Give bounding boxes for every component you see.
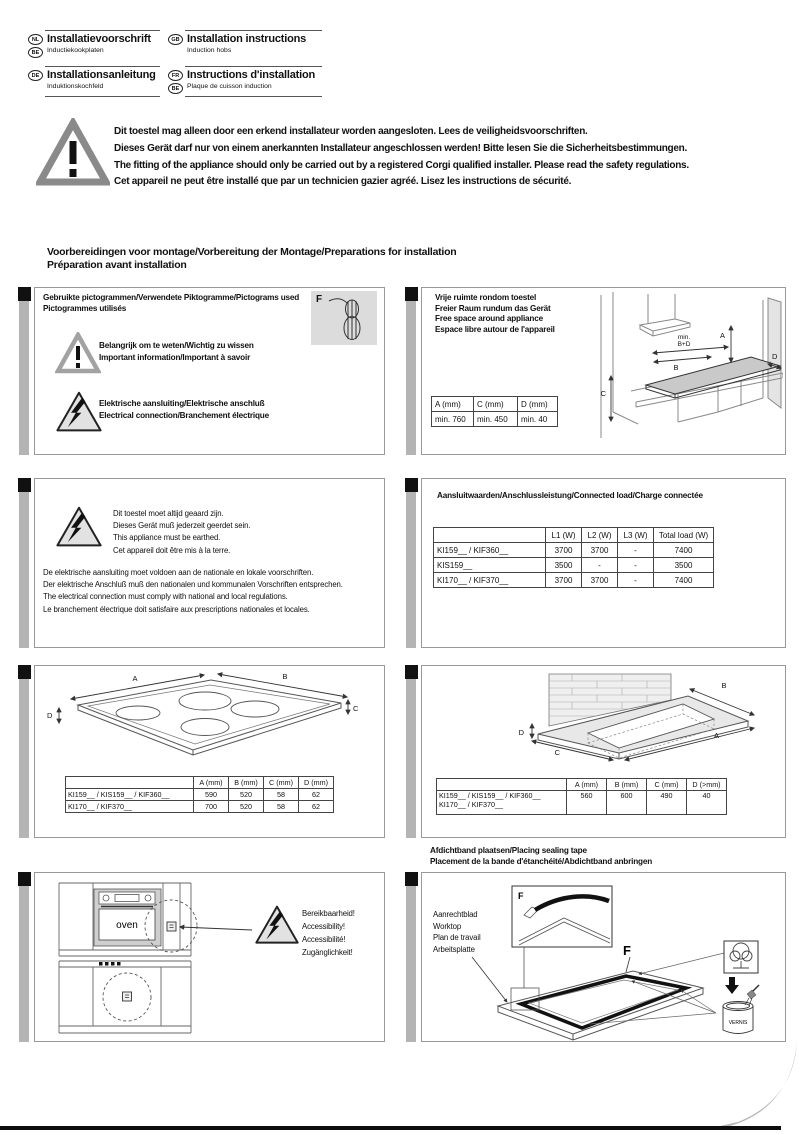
electrical-connection-icon [55, 390, 103, 434]
worktop-label [433, 909, 481, 955]
table-header-cell: L3 (W) [618, 528, 654, 543]
regulations-line: Der elektrische Anschluß muß den nationalen und kommunalen Vorschriften entsprechen. [43, 580, 343, 590]
table-header-cell: A (mm) [567, 779, 607, 791]
main-f-label: F [623, 943, 631, 958]
dim-label-a: A [719, 331, 725, 340]
earthing-line: Dieses Gerät muß jederzeit geerdet sein. [113, 521, 251, 531]
heading-line: Afdichtband plaatsen/Placing sealing tape [430, 846, 587, 855]
panel-title-line: Vrije ruimte rondom toestel [435, 293, 537, 302]
regulations-line: Le branchement électrique doit satisfaire aux prescriptions nationales et locales. [43, 604, 310, 614]
table-cell: 40 [687, 791, 727, 815]
table-cell: 3700 [582, 543, 618, 558]
connected-load-table [433, 527, 714, 588]
lang-block-fr [168, 66, 322, 97]
table-cell: 590 [194, 789, 229, 801]
cutout-diagram [432, 668, 772, 776]
model-cell: KI170__ / KIF370__ [434, 573, 546, 588]
regulations-text [43, 567, 343, 616]
model-cell: KI170__ / KIF370__ [66, 801, 194, 813]
section-heading [47, 246, 456, 271]
panel-side-strip [406, 679, 416, 838]
accessibility-line: Zugänglichkeit! [302, 948, 353, 957]
safety-line-fr: Cet appareil ne peut être installé que par un technicien gazier agréé. Lisez les instructions de sécurité. [114, 176, 572, 188]
sealing-tape-diagram [422, 873, 785, 1041]
pictogram-line: Important information/Important à savoir [99, 352, 251, 362]
table-row [66, 789, 334, 801]
table-row [432, 412, 558, 427]
regulations-line: De elektrische aansluiting moet voldoen aan de nationale en lokale voorschriften. [43, 568, 314, 577]
dim-label-d: D [47, 711, 53, 720]
panel-side-strip [406, 492, 416, 648]
socket-accessibility-diagram [43, 877, 258, 1037]
lang-text [185, 66, 322, 97]
accessibility-line: Accessibilité! [302, 935, 346, 944]
table-cell: 3700 [546, 573, 582, 588]
table-cell: min. 450 [474, 412, 518, 427]
worktop-label-line: Arbeitsplatte [433, 944, 475, 954]
dim-label-d: D [772, 352, 778, 361]
panel-title-line: Free space around appliance [435, 314, 543, 323]
doc-title-fr: Instructions d'installation [187, 69, 316, 81]
dim-label-a: A [714, 731, 720, 740]
doc-title-gb: Installation instructions [187, 33, 307, 45]
table-row [66, 801, 334, 813]
dim-label-min: min. [677, 334, 691, 341]
country-badge-be: BE [28, 47, 43, 58]
panel-corner-mark [18, 287, 31, 301]
connected-load-panel [405, 478, 786, 648]
page-curl-graphic [698, 1040, 800, 1132]
heading-line: Placement de la bande d'étanchéité/Abdichtband anbringen [430, 857, 653, 866]
dim-label-min-bd: B+D [677, 341, 691, 348]
country-badge-fr: FR [168, 70, 183, 81]
model-cell: KIS159__ [434, 558, 546, 573]
table-cell: 7400 [654, 543, 714, 558]
lang-text [185, 30, 322, 64]
doc-subtitle-gb: Induction hobs [187, 46, 232, 54]
earthing-text [113, 508, 250, 557]
table-header-cell: C (mm) [647, 779, 687, 791]
table-header-cell: D (>mm) [687, 779, 727, 791]
panel-corner-mark [405, 665, 418, 679]
panel-corner-mark [18, 872, 31, 886]
table-cell: 3500 [654, 558, 714, 573]
table-header-cell: L2 (W) [582, 528, 618, 543]
table-row [434, 528, 714, 543]
table-row [66, 777, 334, 789]
cutout-table [436, 778, 727, 815]
table-row [437, 779, 727, 791]
worktop-cutout-panel [405, 665, 786, 838]
table-row [434, 573, 714, 588]
table-header-cell: L1 (W) [546, 528, 582, 543]
table-cell: 62 [299, 789, 334, 801]
varnish-can-label: VERNIS [728, 1020, 748, 1026]
dim-label-c: C [600, 389, 606, 398]
sealing-tape-roll-icon [327, 293, 373, 343]
panel-box [421, 872, 786, 1042]
doc-subtitle-de: Induktionskochfeld [47, 82, 104, 90]
section-heading-line: Voorbereidingen voor montage/Vorbereitung der Montage/Preparations for installation [47, 246, 457, 258]
oven-label: oven [116, 920, 138, 931]
important-info-icon [55, 332, 101, 374]
table-cell: 62 [299, 801, 334, 813]
table-header-cell: C (mm) [474, 397, 518, 412]
country-badge-nl: NL [28, 34, 43, 45]
panel-side-strip [19, 679, 29, 838]
free-space-table [431, 396, 558, 427]
table-header-cell: C (mm) [264, 777, 299, 789]
table-cell: 490 [647, 791, 687, 815]
badge-column [168, 30, 185, 64]
table-cell: 560 [567, 791, 607, 815]
hob-dimensions-diagram [43, 668, 363, 772]
doc-title-de: Installationsanleitung [47, 69, 156, 81]
table-cell: - [582, 558, 618, 573]
badge-column [168, 66, 185, 97]
worktop-label-line: Worktop [433, 921, 462, 931]
panel-corner-mark [18, 665, 31, 679]
table-header-cell: D (mm) [518, 397, 558, 412]
dim-label-b: B [673, 363, 679, 372]
model-cell [437, 791, 567, 815]
worktop-label-line: Plan de travail [433, 933, 481, 942]
dim-label-d: D [518, 728, 524, 737]
table-cell: - [618, 558, 654, 573]
safety-line-nl: Dit toestel mag alleen door een erkend installateur worden aangesloten. Lees de veiligheidsvoorschriften. [114, 126, 588, 137]
table-row [432, 397, 558, 412]
panel-title [435, 293, 555, 335]
table-row [434, 543, 714, 558]
hob-dimensions-panel [18, 665, 385, 838]
panel-corner-mark [405, 478, 418, 492]
panel-title-line: Espace libre autour de l'appareil [435, 324, 555, 334]
footer-bar [0, 1126, 781, 1130]
accessibility-line: Accessibility! [302, 922, 345, 931]
table-cell: min. 760 [432, 412, 474, 427]
table-cell: min. 40 [518, 412, 558, 427]
panel-corner-mark [405, 287, 418, 301]
pictogram-item-text [99, 398, 269, 421]
table-header-cell: B (mm) [229, 777, 264, 789]
table-header-cell [434, 528, 546, 543]
panel-box [34, 872, 385, 1042]
table-cell: 700 [194, 801, 229, 813]
lang-text [45, 66, 160, 97]
doc-subtitle-nl: Inductiekookplaten [47, 46, 104, 54]
table-header-cell: A (mm) [194, 777, 229, 789]
earthing-line: Cet appareil doit être mis à la terre. [113, 545, 231, 555]
pictogram-item-text [99, 340, 254, 363]
lang-block-nl [28, 30, 160, 64]
table-cell: 520 [229, 801, 264, 813]
accessibility-panel [18, 872, 385, 1042]
panel-box [421, 287, 786, 455]
electrical-connection-icon [254, 904, 300, 946]
table-header-cell: B (mm) [607, 779, 647, 791]
sealing-tape-thumbnail [311, 291, 377, 345]
badge-column [28, 30, 45, 64]
model-cell: KI159__ / KIS159__ / KIF360__ [66, 789, 194, 801]
dim-label-c: C [353, 704, 359, 713]
panel-box [34, 478, 385, 648]
doc-subtitle-fr: Plaque de cuisson induction [187, 82, 272, 90]
table-header-cell: Total load (W) [654, 528, 714, 543]
panel-title-line: Pictogrammes utilisés [43, 303, 127, 313]
model-cell: KI159__ / KIF360__ [434, 543, 546, 558]
model-line: KI170__ / KIF370__ [439, 800, 503, 809]
table-cell: 58 [264, 789, 299, 801]
table-cell: - [618, 573, 654, 588]
earthing-line: Dit toestel moet altijd geaard zijn. [113, 509, 224, 518]
panel-side-strip [406, 301, 416, 455]
table-row [434, 558, 714, 573]
country-badge-be: BE [168, 83, 183, 94]
warning-triangle-icon [36, 118, 110, 188]
panel-box [34, 665, 385, 838]
dim-label-a: A [132, 674, 138, 683]
language-header [28, 28, 328, 104]
panel-title-line: Gebruikte pictogrammen/Verwendete Piktogramme/Pictograms used [43, 293, 300, 302]
tape-label: F [316, 294, 323, 305]
country-badge-gb: GB [168, 34, 183, 45]
panel-box [34, 287, 385, 455]
panel-corner-mark [405, 872, 418, 886]
safety-line-en: The fitting of the appliance should only be carried out by a registered Corgi qualified installer. Please read the safety regulations. [114, 159, 689, 171]
lang-block-gb [168, 30, 322, 64]
panel-side-strip [19, 492, 29, 648]
earthing-line: This appliance must be earthed. [113, 533, 221, 543]
panel-side-strip [406, 886, 416, 1042]
table-cell: 3700 [546, 543, 582, 558]
model-line: KI159__ / KIS159__ / KIF360__ [439, 791, 541, 800]
panel-side-strip [19, 301, 29, 455]
table-header-cell [437, 779, 567, 791]
panel-title-line: Freier Raum rundum das Gerät [435, 303, 551, 313]
lang-text [45, 30, 160, 64]
table-cell: - [618, 543, 654, 558]
table-header-cell [66, 777, 194, 789]
table-cell: 520 [229, 789, 264, 801]
lang-block-de [28, 66, 160, 97]
pictogram-line: Belangrijk om te weten/Wichtig zu wissen [99, 341, 254, 350]
worktop-label-line: Aanrechtblad [433, 910, 478, 919]
table-cell: 3500 [546, 558, 582, 573]
table-cell: 600 [607, 791, 647, 815]
table-row [437, 791, 727, 815]
detail-f-label: F [518, 891, 524, 901]
accessibility-text [302, 907, 355, 959]
country-badge-de: DE [28, 70, 43, 81]
safety-warning-text [114, 124, 689, 191]
dim-label-b: B [721, 681, 727, 690]
free-space-diagram [568, 290, 783, 446]
panel-corner-mark [18, 478, 31, 492]
hob-dimensions-table [65, 776, 334, 813]
section-heading-line: Préparation avant installation [47, 258, 187, 271]
panel-title [43, 293, 299, 314]
panel-title: Aansluitwaarden/Anschlussleistung/Connected load/Charge connectée [437, 491, 703, 500]
panel-box [421, 665, 786, 838]
regulations-line: The electrical connection must comply with national and local regulations. [43, 592, 288, 602]
pictogram-line: Elektrische aansluiting/Elektrische anschluß [99, 399, 265, 408]
table-cell: 7400 [654, 573, 714, 588]
table-cell: 58 [264, 801, 299, 813]
dim-label-c: C [554, 748, 560, 757]
electrical-connection-icon [55, 505, 103, 549]
sealing-tape-heading [430, 845, 652, 867]
sealing-tape-panel [405, 872, 786, 1042]
doc-title-nl: Installatievoorschrift [47, 33, 151, 45]
table-header-cell: A (mm) [432, 397, 474, 412]
pictogram-line: Electrical connection/Branchement électrique [99, 410, 269, 420]
dim-label-b: B [282, 672, 288, 681]
panel-box [421, 478, 786, 648]
accessibility-line: Bereikbaarheid! [302, 909, 355, 918]
earthing-panel [18, 478, 385, 648]
pictograms-panel [18, 287, 385, 455]
table-cell: 3700 [582, 573, 618, 588]
panel-side-strip [19, 886, 29, 1042]
safety-line-de: Dieses Gerät darf nur von einem anerkannten Installateur angeschlossen werden! Bitte lesen Sie die Sicherheitsbestimmungen. [114, 142, 687, 154]
table-header-cell: D (mm) [299, 777, 334, 789]
free-space-panel [405, 287, 786, 455]
badge-column [28, 66, 45, 97]
